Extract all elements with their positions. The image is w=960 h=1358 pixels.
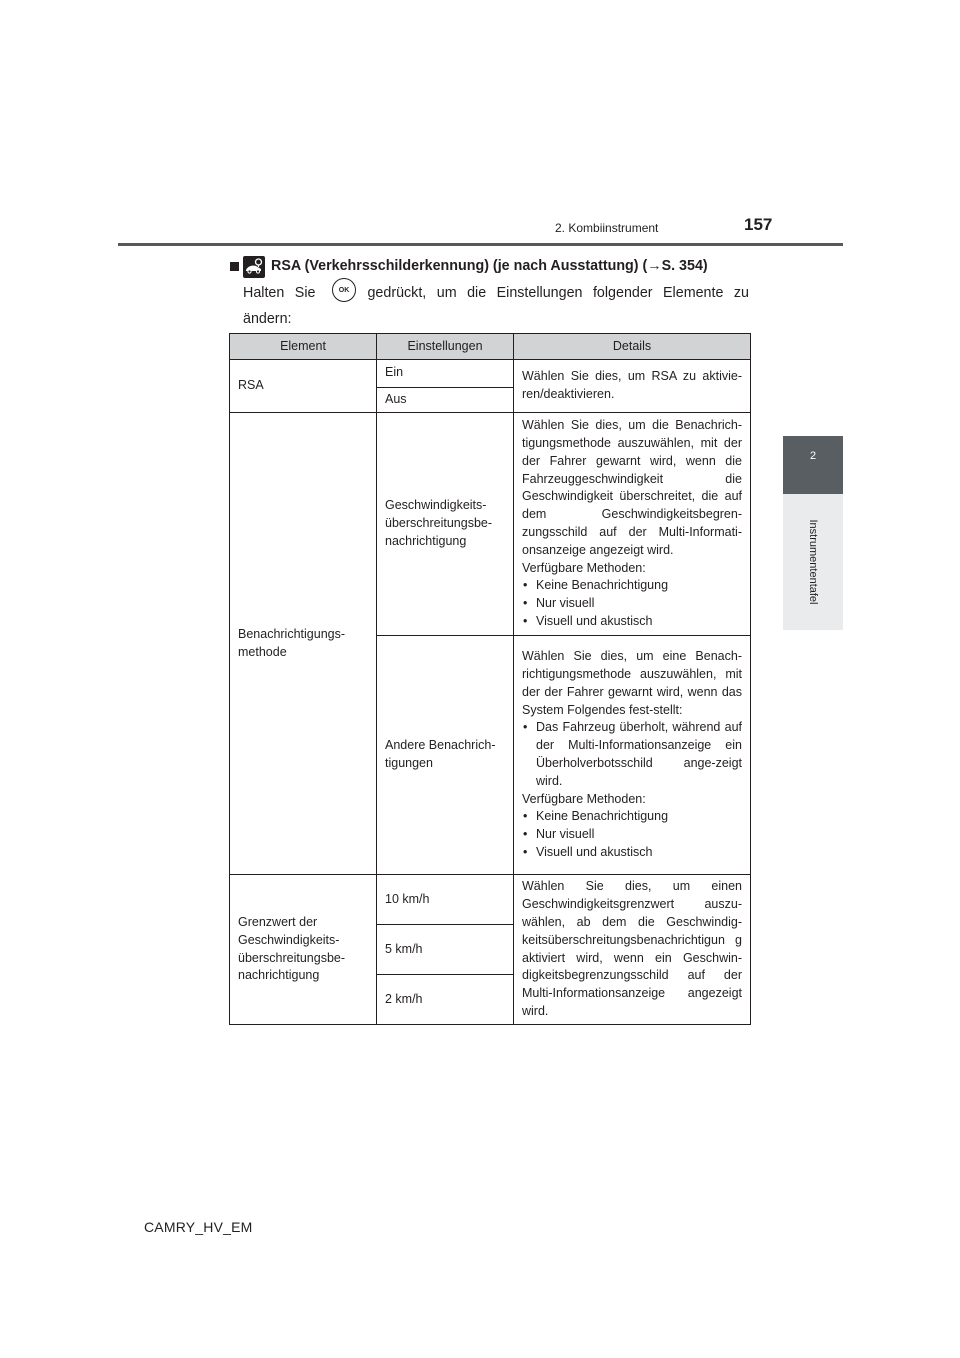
intro-text-after: gedrückt, um die Einstellungen folgender Elemente zu ändern: [243, 285, 749, 327]
chapter-tab [783, 436, 843, 494]
details-text: Wählen Sie dies, um eine Benach-richtigungsmethode auszuwählen, mit der der Fahrer gewarnt wird, wenn das System Folgendes fest-stellt: [522, 649, 742, 717]
details-cell: Wählen Sie dies, um RSA zu aktivie-ren/deaktivieren. [514, 360, 751, 413]
details-text: Wählen Sie dies, um die Benachrich-tigungsmethode auszuwählen, mit der der Fahrer gewarnt wird, wenn die Fahrzeuggeschwindigkeit die Geschwindigkeit überschreitet, die auf dem Geschwindigkeitsbegren-zungsschild auf der Multi-Informati-onsanzeige angezeigt wird. [522, 418, 742, 557]
settings-table [229, 333, 751, 1025]
setting-cell: 10 km/h [377, 875, 514, 925]
element-cell: Benachrichtigungs-methode [230, 413, 377, 875]
intro-paragraph [243, 280, 749, 332]
list-item: • Nur visuell [522, 826, 742, 844]
page-number: 157 [744, 215, 773, 234]
details-cell [514, 413, 751, 636]
details-cell [514, 636, 751, 875]
element-cell: Grenzwert der Geschwindigkeits-überschreitungsbe-nachrichtigung [230, 875, 377, 1025]
setting-cell: Ein [377, 360, 514, 388]
setting-cell: 5 km/h [377, 925, 514, 975]
list-item: • Visuell und akustisch [522, 613, 742, 631]
conditions-list [522, 719, 742, 790]
intro-text-before: Halten Sie [243, 285, 316, 301]
chapter-tab-label: Instrumententafel [807, 519, 819, 605]
header-rule [118, 243, 843, 246]
details-cell: Wählen Sie dies, um einen Geschwindigkeitsgrenzwert auszu-wählen, ab dem die Geschwindig-keitsüberschreitungsbenachrichtigun g aktiviert wird, wenn ein Geschwin-digkeitsbegrenzungsschild auf der Multi-Informationsanzeige angezeigt wird. [514, 875, 751, 1025]
table-header-row [230, 334, 751, 360]
list-item: • Keine Benachrichtigung [522, 577, 742, 595]
column-header-settings: Einstellungen [377, 334, 514, 360]
setting-cell: Aus [377, 388, 514, 413]
list-item: • Keine Benachrichtigung [522, 808, 742, 826]
chapter-tab-number: 2 [809, 450, 817, 462]
table-row [230, 413, 751, 636]
table-row [230, 360, 751, 388]
list-item: • Das Fahrzeug überholt, während auf der Multi-Informationsanzeige ein Überholverbotsschild ange-zeigt wird. [522, 719, 742, 790]
column-header-details: Details [514, 334, 751, 360]
list-item: • Visuell und akustisch [522, 844, 742, 862]
methods-label: Verfügbare Methoden: [522, 560, 646, 575]
column-header-element: Element [230, 334, 377, 360]
model-code: CAMRY_HV_EM [144, 1219, 253, 1235]
setting-cell: Andere Benachrich-tigungen [377, 636, 514, 875]
table-row [230, 875, 751, 925]
methods-label: Verfügbare Methoden: [522, 791, 646, 806]
setting-cell: 2 km/h [377, 975, 514, 1025]
setting-cell: Geschwindigkeits-überschreitungsbe-nachrichtigung [377, 413, 514, 636]
list-item: • Nur visuell [522, 595, 742, 613]
traffic-sign-recognition-icon [243, 256, 265, 278]
methods-list [522, 577, 742, 630]
element-cell: RSA [230, 360, 377, 413]
chapter-title: 2. Kombiinstrument [555, 221, 659, 235]
section-heading: RSA (Verkehrsschilderkennung) (je nach Ausstattung) (→S. 354) [271, 258, 708, 274]
methods-list [522, 808, 742, 861]
section-bullet [230, 262, 239, 271]
ok-button-icon: OK [332, 278, 356, 302]
